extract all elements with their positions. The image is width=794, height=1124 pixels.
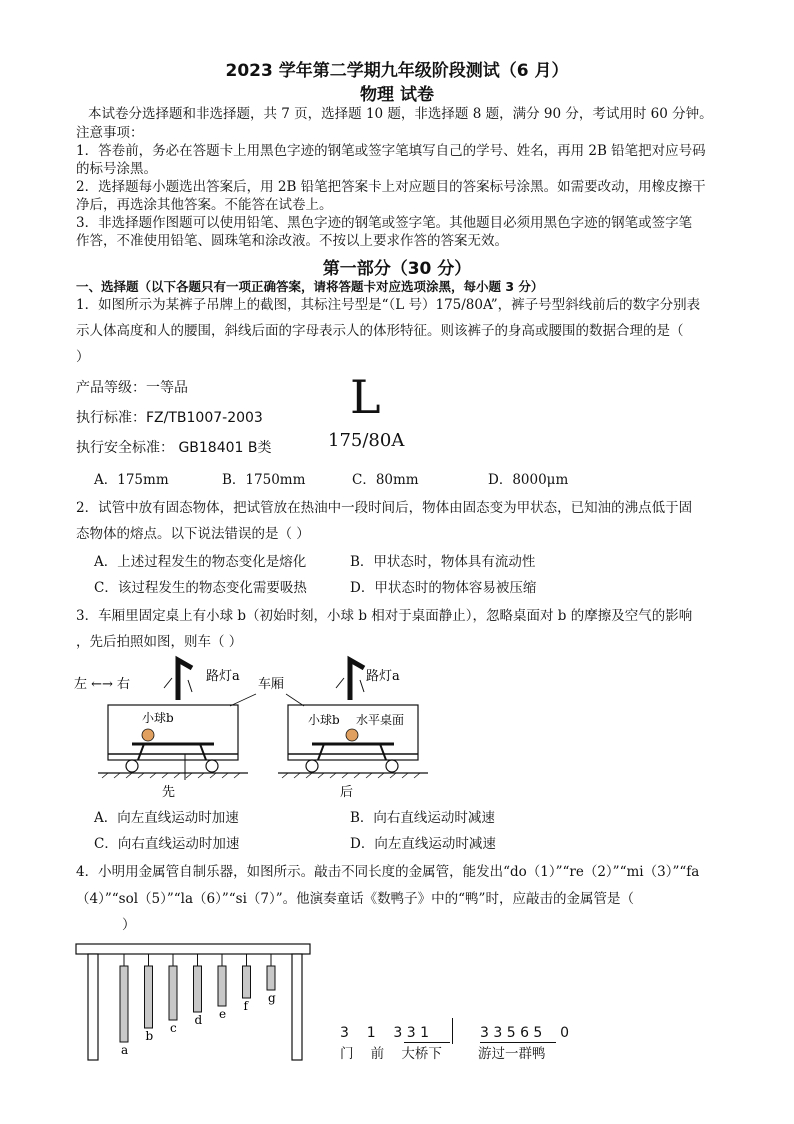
ball-label-before: 小球b — [142, 711, 174, 725]
pipe-instrument-figure — [70, 940, 320, 1064]
question-text: ） — [122, 917, 136, 933]
exam-title: 2023 学年第二学期九年级阶段测试（6 月） — [225, 61, 569, 81]
underline — [404, 1042, 450, 1043]
notice-line: 的标号涂黑。 — [76, 161, 157, 177]
lyrics-left: 门 前 大桥下 — [340, 1046, 442, 1062]
question-text: 1．如图所示为某裤子吊牌上的截图，其标注号型是“（L 号）175/80A”，裤子号型斜线前后的数字分别表 — [76, 297, 701, 313]
carriage-label: 车厢 — [258, 677, 285, 692]
pipe-label: c — [170, 1021, 177, 1035]
option-d: D．向左直线运动时减速 — [350, 836, 496, 852]
question-text: 4．小明用金属管自制乐器，如图所示。敲击不同长度的金属管，能发出“do（1）”“re（2）”“mi（3）”“fa — [76, 864, 700, 880]
notice-line: 净后，再选涂其他答案。不能答在试卷上。 — [76, 197, 333, 213]
pipe-label: a — [121, 1043, 129, 1057]
option-b: B．向右直线运动时减速 — [350, 810, 495, 826]
pipe-label: f — [243, 999, 248, 1013]
option-b: B．甲状态时，物体具有流动性 — [350, 554, 536, 570]
metal-pipe-c — [169, 966, 177, 1020]
lyrics-right: 游过一群鸭 — [478, 1046, 546, 1062]
question-text: （4）”“sol（5）”“la（6）”“si（7）”。他演奏童话《数鸭子》中的“鸭”时，应敲击的金属管是（ — [76, 891, 634, 907]
metal-pipe-e — [218, 966, 226, 1006]
notice-heading: 注意事项： — [76, 125, 144, 141]
metal-pipe-a — [120, 966, 128, 1042]
exam-subtitle: 物理 试卷 — [360, 85, 434, 105]
wheel — [386, 760, 398, 772]
notice-line: 1．答卷前，务必在答题卡上用黑色字迹的钢笔或签字笔填写自己的学号、姓名，再用 2B 铅笔把对应号码 — [76, 143, 706, 159]
question-text: 2．试管中放有固态物体，把试管放在热油中一段时间后，物体由固态变为甲状态，已知油的沸点低于固 — [76, 500, 693, 516]
wheel — [126, 760, 138, 772]
bar-line — [452, 1018, 453, 1044]
instrument-frame-top — [76, 944, 310, 954]
metal-pipe-d — [194, 966, 202, 1012]
question-text: 态物体的熔点。以下说法错误的是（ ） — [76, 526, 310, 542]
tag-grade: 产品等级：一等品 — [76, 380, 188, 396]
notation-left: 3 1 3 3 1 — [340, 1025, 430, 1041]
question-text: ，先后拍照如图，则车（ ） — [76, 634, 243, 650]
option-c: C．80mm — [352, 472, 419, 488]
section-heading: 一、选择题（以下各题只有一项正确答案，请将答题卡对应选项涂黑，每小题 3 分） — [76, 279, 544, 294]
pipe-label: e — [219, 1007, 227, 1021]
option-a: A．上述过程发生的物态变化是熔化 — [94, 554, 307, 570]
option-d: D．甲状态时的物体容易被压缩 — [350, 580, 537, 596]
ball-b-before — [142, 729, 154, 741]
lamp-label-before: 路灯a — [206, 669, 240, 684]
notice-line: 3．非选择题作图题可以使用铅笔、黑色字迹的钢笔或签字笔。其他题目必须用黑色字迹的钢笔或签字笔 — [76, 215, 693, 231]
wheel — [306, 760, 318, 772]
metal-pipe-g — [267, 966, 275, 990]
option-a: A．向左直线运动时加速 — [94, 810, 239, 826]
pipe-label: g — [268, 991, 276, 1005]
ball-b-after — [346, 729, 358, 741]
part-title: 第一部分（30 分） — [322, 259, 472, 279]
carriage-figure — [60, 650, 440, 802]
tag-safety: 执行安全标准： GB18401 B类 — [76, 440, 272, 456]
carriage-after — [278, 660, 428, 800]
ball-label-after: 小球b — [308, 713, 340, 727]
option-d: D．8000μm — [488, 472, 569, 488]
lamp-label-after: 路灯a — [366, 669, 400, 684]
direction-label: 左 ←→ 右 — [74, 677, 131, 692]
option-b: B．1750mm — [222, 472, 306, 488]
option-c: C．向右直线运动时加速 — [94, 836, 240, 852]
notice-line: 作答，不准使用铅笔、圆珠笔和涂改液。不按以上要求作答的答案无效。 — [76, 233, 508, 249]
table-label: 水平桌面 — [356, 713, 405, 727]
pipe-label: b — [145, 1029, 154, 1043]
metal-pipe-f — [243, 966, 251, 998]
lamp-post-after — [350, 660, 364, 700]
notation-right: 3 3 5 6 5 0 — [480, 1025, 570, 1041]
option-c: C．该过程发生的物态变化需要吸热 — [94, 580, 307, 596]
instrument-leg-left — [88, 954, 98, 1060]
question-text: 3．车厢里固定桌上有小球 b（初始时刻，小球 b 相对于桌面静止），忽略桌面对 b 的摩擦及空气的影响 — [76, 608, 693, 624]
metal-pipe-b — [145, 966, 153, 1028]
lamp-post-before — [178, 660, 192, 700]
notice-line: 2．选择题每小题选出答案后，用 2B 铅笔把答案卡上对应题目的答案标号涂黑。如需要改动，用橡皮擦干 — [76, 179, 706, 195]
instrument-leg-right — [292, 954, 302, 1060]
wheel — [206, 760, 218, 772]
underline — [480, 1042, 556, 1043]
before-label: 先 — [162, 785, 176, 800]
option-a: A．175mm — [94, 472, 169, 488]
after-label: 后 — [340, 785, 354, 800]
size-letter: L — [350, 370, 381, 424]
exam-intro: 本试卷分选择题和非选择题，共 7 页，选择题 10 题，非选择题 8 题，满分 90 分，考试用时 60 分钟。 — [88, 106, 713, 122]
question-text: ） — [76, 349, 90, 365]
pipe-label: d — [194, 1013, 203, 1027]
tag-standard: 执行标准：FZ/TB1007-2003 — [76, 410, 263, 426]
question-text: 示人体高度和人的腰围，斜线后面的字母表示人的体形特征。则该裤子的身高或腰围的数据合理的是（ — [76, 323, 684, 339]
size-code: 175/80A — [328, 430, 405, 451]
